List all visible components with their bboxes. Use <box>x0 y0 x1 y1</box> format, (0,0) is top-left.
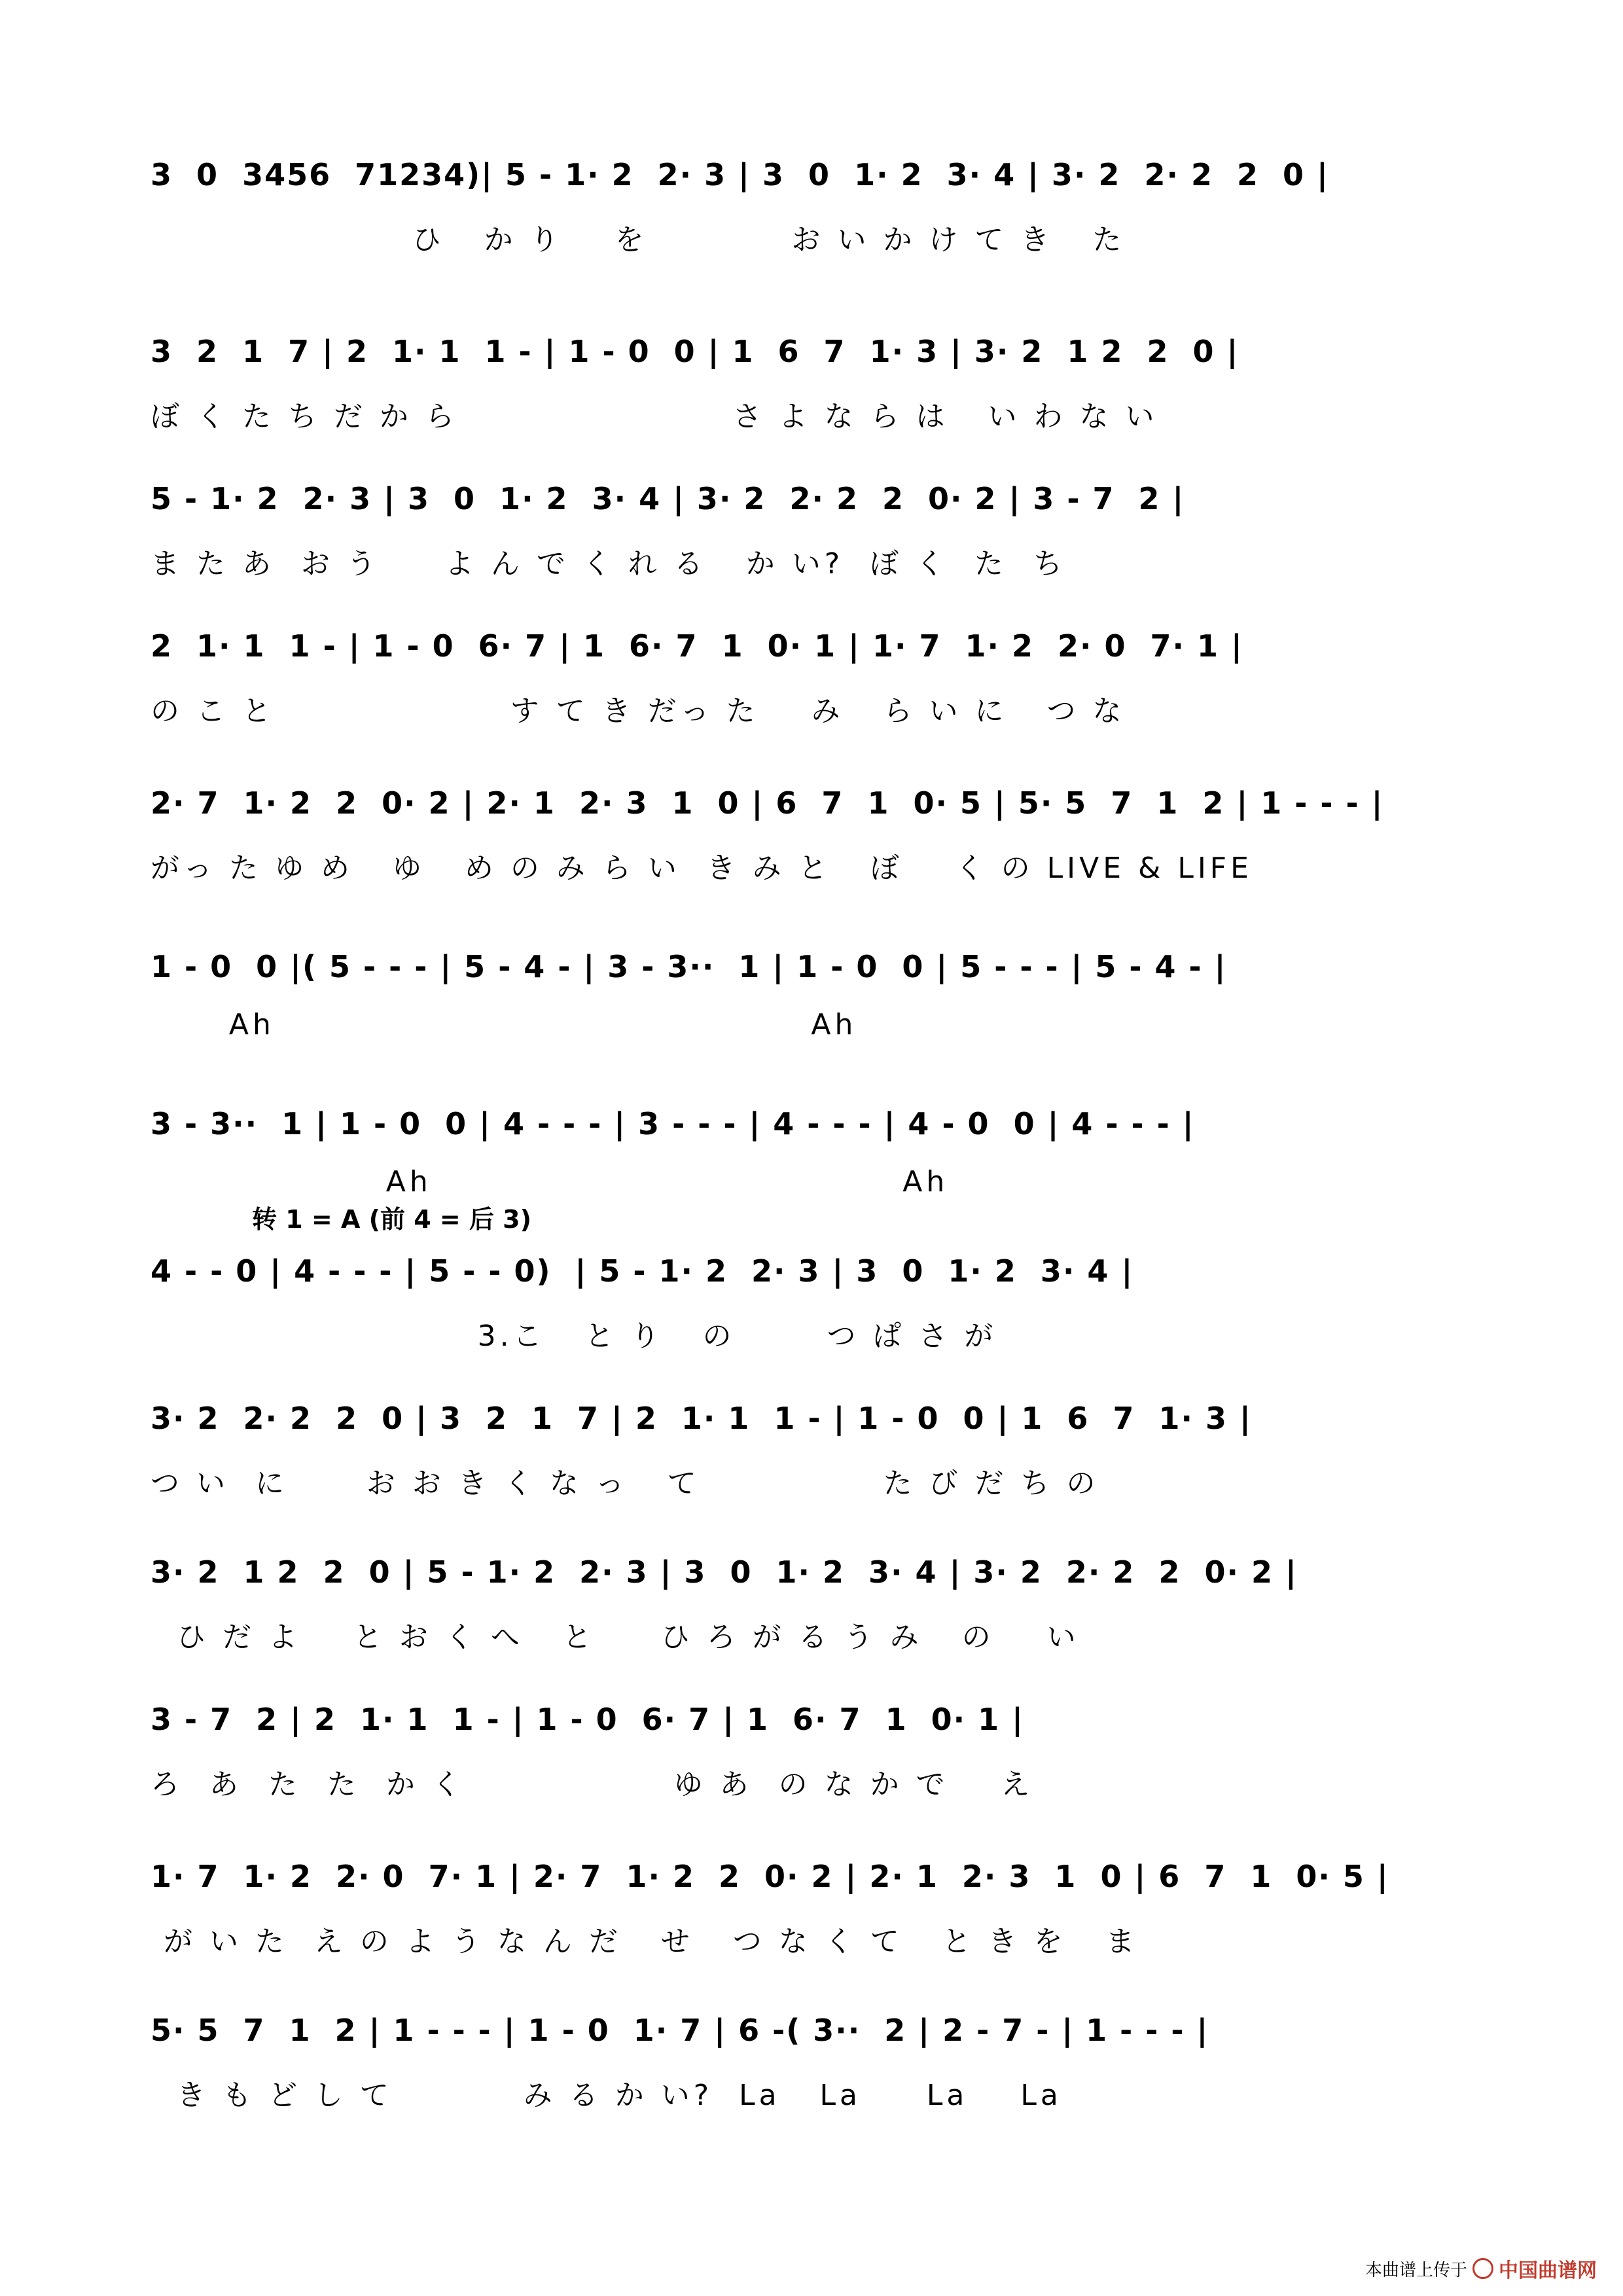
notation-line: 3 - 7 2 | 2 1· 1 1 - | 1 - 0 6· 7 | 1 6· 7 1 0· 1 | <box>151 1702 1024 1737</box>
system-11 <box>151 1702 1486 1833</box>
footer-credit <box>1365 2254 1597 2283</box>
notation-line: 1 - 0 0 |( 5 - - - | 5 - 4 - | 3 - 3·· 1 | 1 - 0 0 | 5 - - - | 5 - 4 - | <box>151 949 1227 984</box>
footer-brand[interactable]: 中国曲谱网 <box>1499 2259 1597 2282</box>
lyrics-line: の こ と す て き だっ た み ら い に つ な <box>151 694 1126 728</box>
notation-line: 2 1· 1 1 - | 1 - 0 6· 7 | 1 6· 7 1 0· 1 | 1· 7 1· 2 2· 0 7· 1 | <box>151 628 1243 664</box>
system-8 <box>151 1253 1486 1384</box>
system-5 <box>151 785 1486 916</box>
system-4 <box>151 628 1486 759</box>
lyrics-line: つ い に お お き く な っ て た び だ ち の <box>151 1467 1099 1500</box>
footer-text: 本曲谱上传于 <box>1364 2260 1467 2280</box>
lyrics-line: Ah Ah <box>151 1165 949 1198</box>
notation-line: 4 - - 0 | 4 - - - | 5 - - 0) | 5 - 1· 2 2· 3 | 3 0 1· 2 3· 4 | <box>151 1253 1134 1289</box>
notation-line: 3 0 3456 71234)| 5 - 1· 2 2· 3 | 3 0 1· 2 3· 4 | 3· 2 2· 2 2 0 | <box>151 157 1329 192</box>
notation-line: 2· 7 1· 2 2 0· 2 | 2· 1 2· 3 1 0 | 6 7 1 0· 5 | 5· 5 7 1 2 | 1 - - - | <box>151 785 1384 821</box>
lyrics-line: ぼ く た ち だ か ら さ よ な ら は い わ な い <box>151 400 1158 433</box>
lyrics-line: 3.こ と り の つ ぱ さ が <box>151 1319 997 1353</box>
notation-line: 3· 2 1 2 2 0 | 5 - 1· 2 2· 3 | 3 0 1· 2 3· 4 | 3· 2 2· 2 2 0· 2 | <box>151 1554 1298 1590</box>
system-2 <box>151 334 1486 465</box>
notation-line: 3 - 3·· 1 | 1 - 0 0 | 4 - - - | 3 - - - | 4 - - - | 4 - 0 0 | 4 - - - | <box>151 1106 1195 1141</box>
system-3 <box>151 481 1486 612</box>
system-12 <box>151 1859 1486 1990</box>
lyrics-line: Ah Ah <box>151 1008 857 1041</box>
transpose-note: 转 1 = A (前 4 = 后 3) <box>252 1205 531 1234</box>
lyrics-line: き も ど し て み る か い? La La La La <box>151 2079 1062 2112</box>
notation-line: 5 - 1· 2 2· 3 | 3 0 1· 2 3· 4 | 3· 2 2· 2 2 0· 2 | 3 - 7 2 | <box>151 481 1185 516</box>
system-1 <box>151 157 1486 288</box>
lyrics-line: が い た え の よ う な ん だ せ つ な く て と き を ま <box>151 1925 1139 1958</box>
lyrics-line: ひ だ よ と お く へ と ひ ろ が る う み の い <box>151 1621 1080 1654</box>
notation-line: 3 2 1 7 | 2 1· 1 1 - | 1 - 0 0 | 1 6 7 1· 3 | 3· 2 1 2 2 0 | <box>151 334 1240 369</box>
site-logo-icon <box>1472 2258 1493 2279</box>
system-6 <box>151 949 1486 1080</box>
lyrics-line: ひ か り を お い か け て き た <box>151 223 1126 257</box>
lyrics-line: ま た あ お う よ ん で く れ る か い? ぼ く た ち <box>151 547 1066 581</box>
system-10 <box>151 1554 1486 1685</box>
lyrics-line: ろ あ た た か く ゆ あ の な か で え <box>151 1768 1034 1801</box>
system-13 <box>151 2013 1486 2144</box>
notation-line: 5· 5 7 1 2 | 1 - - - | 1 - 0 1· 7 | 6 -( 3·· 2 | 2 - 7 - | 1 - - - | <box>151 2013 1209 2048</box>
notation-line: 1· 7 1· 2 2· 0 7· 1 | 2· 7 1· 2 2 0· 2 | 2· 1 2· 3 1 0 | 6 7 1 0· 5 | <box>151 1859 1389 1894</box>
lyrics-line: がっ た ゆ め ゆ め の み ら い き み と ぼ く の LIVE & LIFE <box>151 852 1253 885</box>
system-9 <box>151 1401 1486 1532</box>
notation-line: 3· 2 2· 2 2 0 | 3 2 1 7 | 2 1· 1 1 - | 1 - 0 0 | 1 6 7 1· 3 | <box>151 1401 1252 1436</box>
